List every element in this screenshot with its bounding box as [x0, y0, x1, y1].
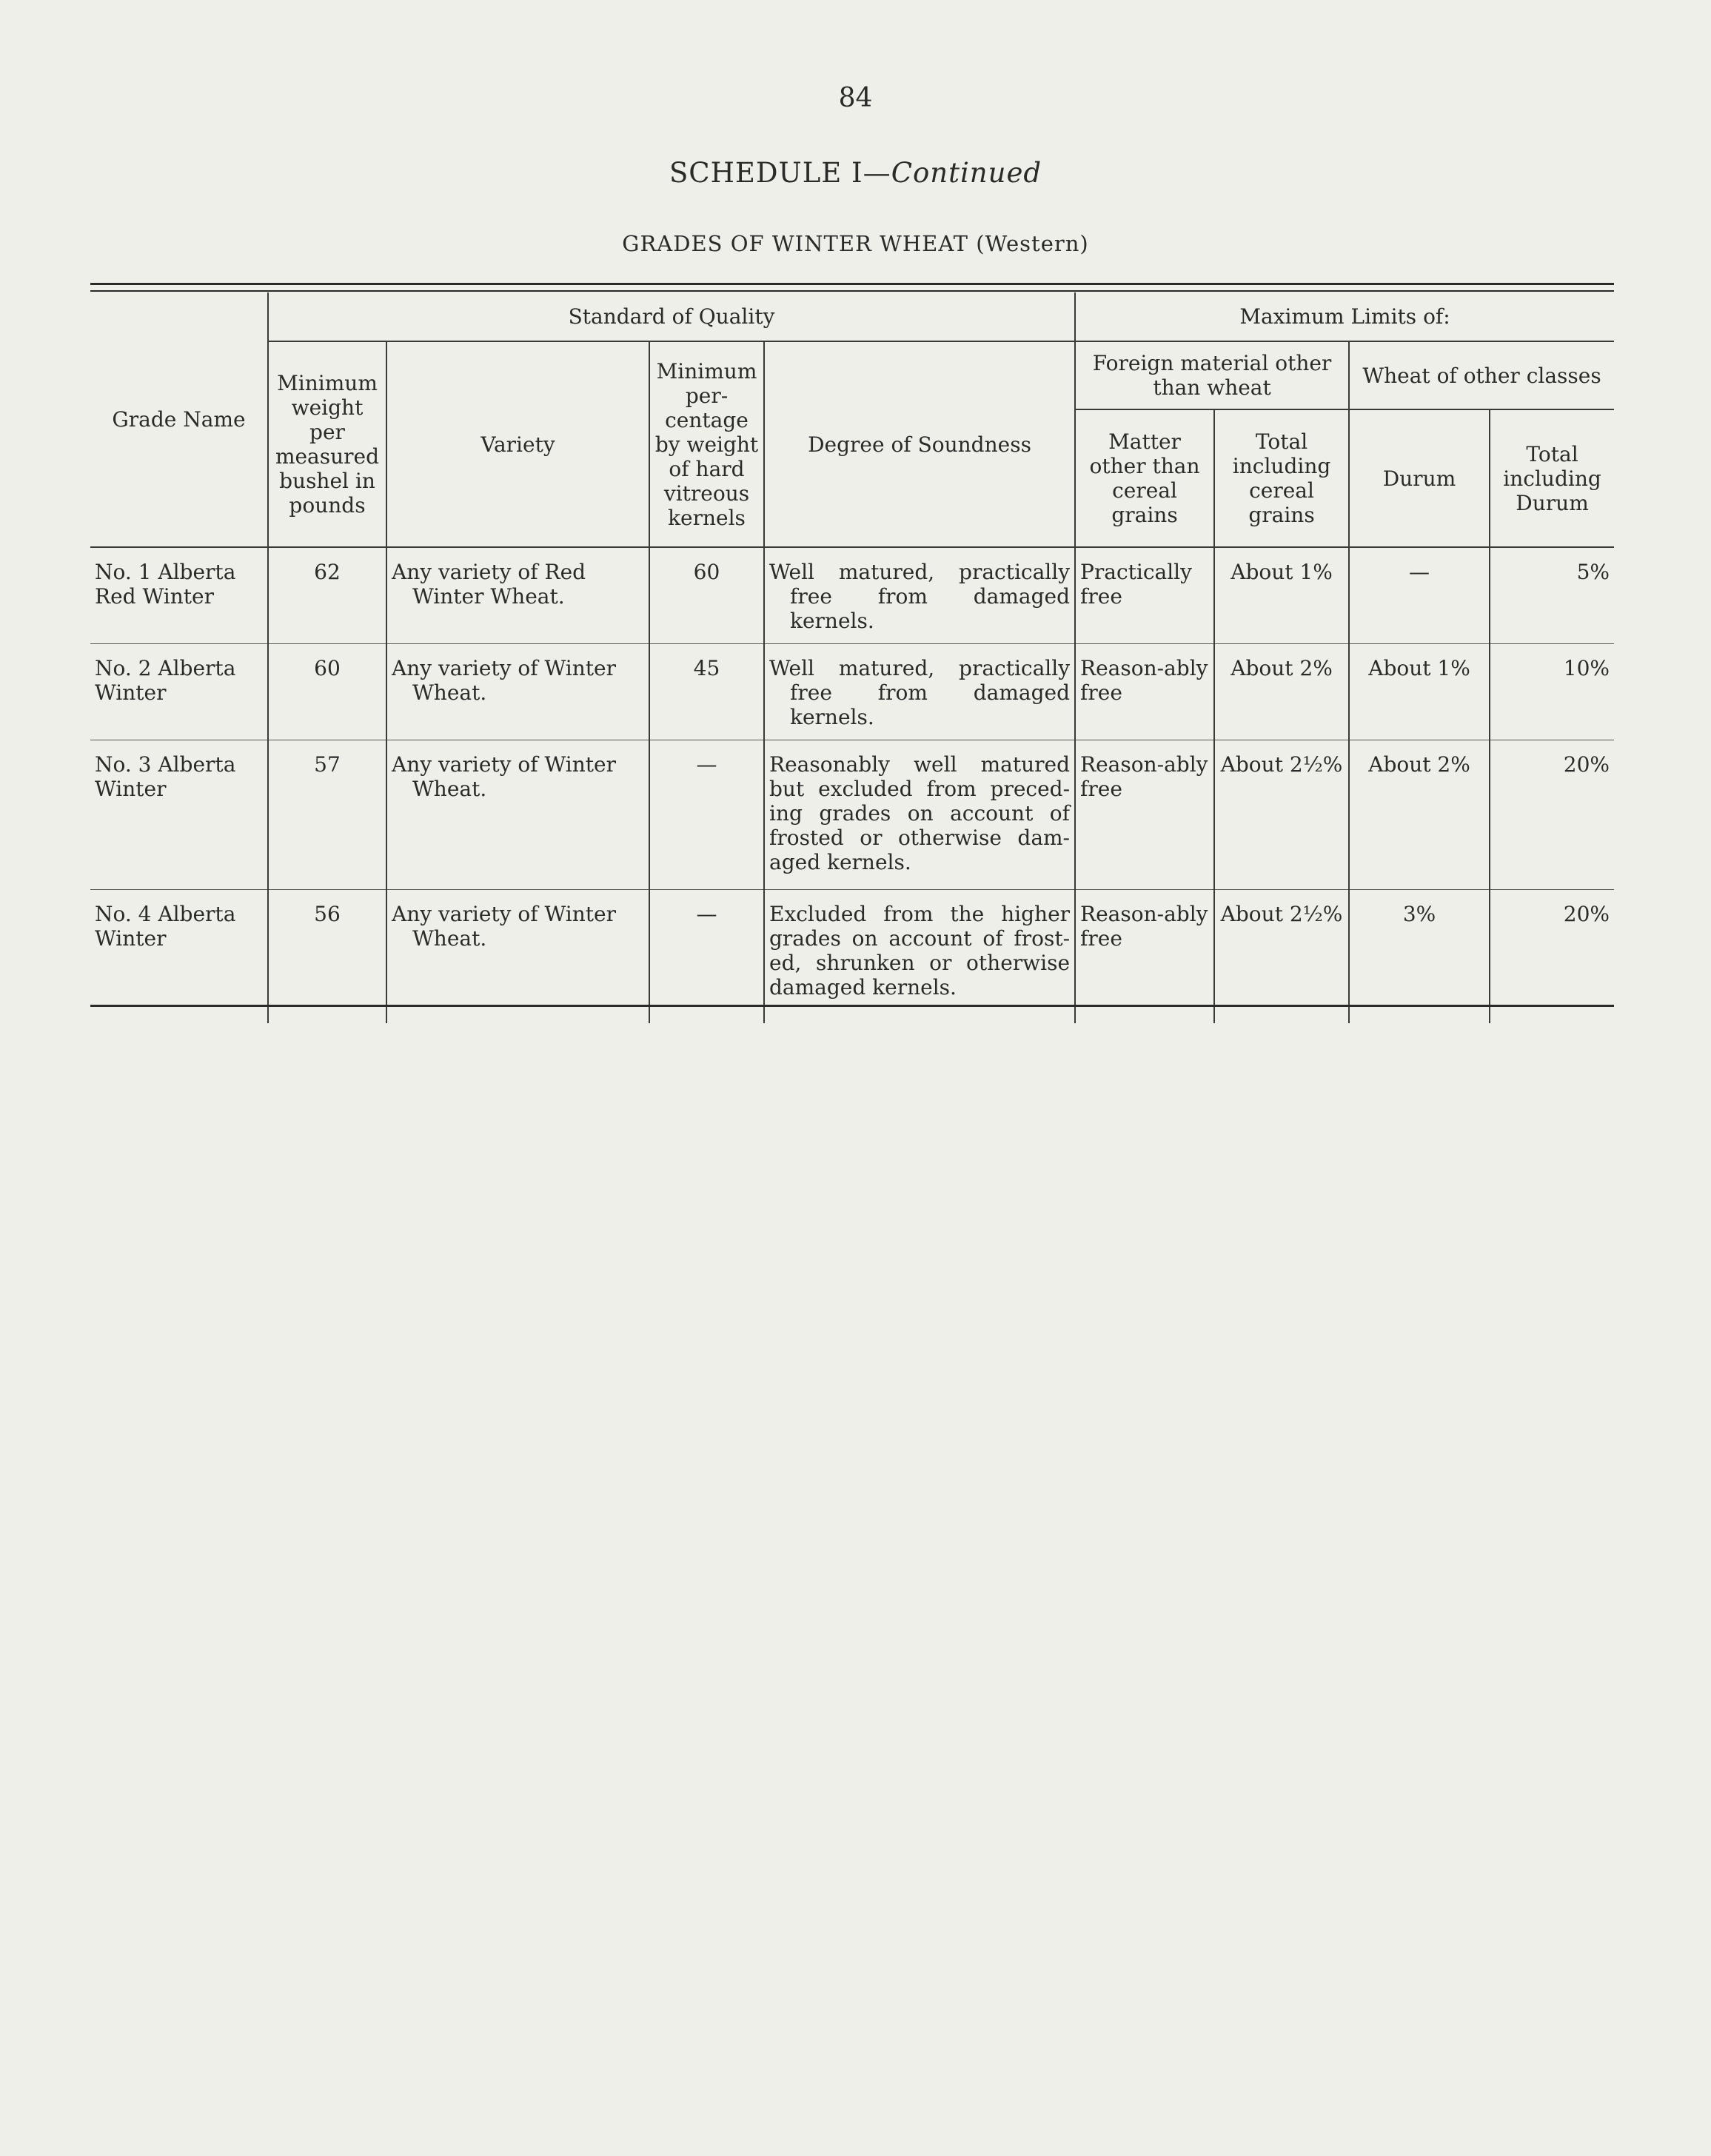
- table-bottom-rule: [90, 1005, 1614, 1007]
- header-min-percentage: Minimum per-centage by weight of hard vitreous kernels: [649, 341, 764, 547]
- degree-of-soundness: Reasonably well matured but excluded from preced-ing grades on account of frosted or otherwise dam-aged kernels.: [764, 740, 1075, 890]
- table-row: [90, 740, 1614, 890]
- header-durum: Durum: [1349, 409, 1490, 547]
- min-weight: 60: [268, 644, 386, 740]
- variety: Any variety of Winter Wheat.: [386, 740, 649, 890]
- min-weight: 56: [268, 890, 386, 1023]
- degree-of-soundness: Well matured, practically free from damaged kernels.: [764, 644, 1075, 740]
- variety: Any variety of Winter Wheat.: [386, 644, 649, 740]
- header-standard-of-quality: Standard of Quality: [268, 292, 1075, 341]
- min-percentage: —: [649, 740, 764, 890]
- matter-other: Practically free: [1075, 547, 1214, 644]
- schedule-title-main: SCHEDULE I—: [669, 157, 891, 189]
- matter-other: Reason-ably free: [1075, 740, 1214, 890]
- header-matter-other: Matter other than cereal grains: [1075, 409, 1214, 547]
- durum: 3%: [1349, 890, 1490, 1023]
- header-variety: Variety: [386, 341, 649, 547]
- header-total-including-cereal: Total including cereal grains: [1214, 409, 1349, 547]
- total-including-cereal: About 2½%: [1214, 740, 1349, 890]
- matter-other: Reason-ably free: [1075, 644, 1214, 740]
- degree-of-soundness: Excluded from the higher grades on account of frost-ed, shrunken or otherwise damaged kernels.: [764, 890, 1075, 1023]
- table-row: [90, 547, 1614, 644]
- page-number: 84: [838, 83, 873, 113]
- variety: Any variety of Winter Wheat.: [386, 890, 649, 1023]
- header-foreign-material: Foreign material other than wheat: [1075, 341, 1349, 409]
- table-row: [90, 644, 1614, 740]
- total-including-cereal: About 1%: [1214, 547, 1349, 644]
- grade-name: No. 4 Alberta Winter: [90, 890, 268, 1023]
- durum: About 2%: [1349, 740, 1490, 890]
- total-including-durum: 20%: [1490, 740, 1614, 890]
- header-min-weight: Minimum weight per measured bushel in pounds: [268, 341, 386, 547]
- total-including-durum: 10%: [1490, 644, 1614, 740]
- grade-name: No. 2 Alberta Winter: [90, 644, 268, 740]
- table-row: [90, 890, 1614, 1023]
- grade-name: No. 1 Alberta Red Winter: [90, 547, 268, 644]
- total-including-durum: 5%: [1490, 547, 1614, 644]
- header-maximum-limits: Maximum Limits of:: [1075, 292, 1614, 341]
- table-top-rule-inner: [90, 290, 1614, 292]
- grade-name: No. 3 Alberta Winter: [90, 740, 268, 890]
- header-wheat-other-classes: Wheat of other classes: [1349, 341, 1614, 409]
- min-weight: 62: [268, 547, 386, 644]
- table-title: GRADES OF WINTER WHEAT (Western): [622, 231, 1089, 256]
- schedule-title-suffix: Continued: [891, 157, 1042, 189]
- table-top-rule: [90, 283, 1614, 285]
- total-including-cereal: About 2%: [1214, 644, 1349, 740]
- min-percentage: 60: [649, 547, 764, 644]
- degree-of-soundness: Well matured, practically free from damaged kernels.: [764, 547, 1075, 644]
- variety: Any variety of Red Winter Wheat.: [386, 547, 649, 644]
- durum: About 1%: [1349, 644, 1490, 740]
- header-degree-of-soundness: Degree of Soundness: [764, 341, 1075, 547]
- total-including-durum: 20%: [1490, 890, 1614, 1023]
- min-weight: 57: [268, 740, 386, 890]
- min-percentage: 45: [649, 644, 764, 740]
- total-including-cereal: About 2½%: [1214, 890, 1349, 1023]
- matter-other: Reason-ably free: [1075, 890, 1214, 1023]
- min-percentage: —: [649, 890, 764, 1023]
- header-total-including-durum: Total including Durum: [1490, 409, 1614, 547]
- schedule-title: [0, 157, 1711, 189]
- grades-table: [90, 292, 1614, 1023]
- durum: —: [1349, 547, 1490, 644]
- header-grade-name: Grade Name: [90, 292, 268, 547]
